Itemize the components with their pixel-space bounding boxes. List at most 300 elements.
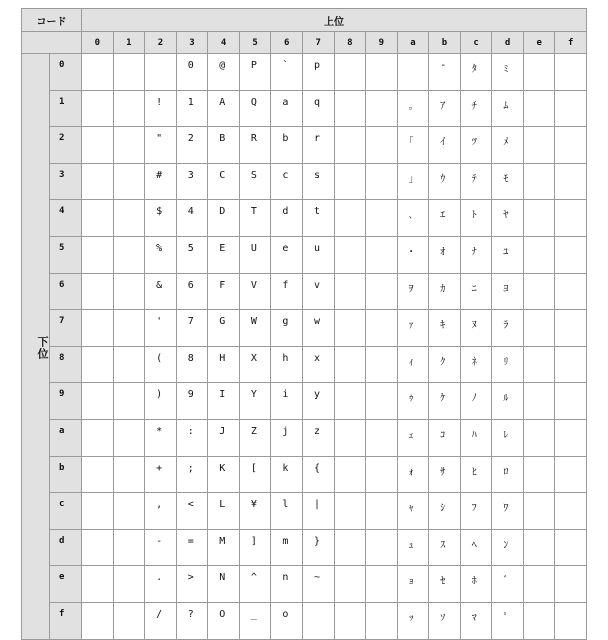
code-cell: - <box>429 54 461 91</box>
code-cell <box>334 493 366 530</box>
code-cell: u <box>302 236 334 273</box>
column-header-row <box>22 32 587 54</box>
code-cell: " <box>145 127 177 164</box>
code-cell: ｿ <box>429 602 461 639</box>
code-cell <box>366 602 398 639</box>
code-cell: ~ <box>302 566 334 603</box>
code-cell <box>82 602 114 639</box>
column-header: f <box>555 32 587 54</box>
column-header: 4 <box>208 32 240 54</box>
row-header: e <box>50 566 82 603</box>
code-cell: 2 <box>176 127 208 164</box>
code-cell: x <box>302 346 334 383</box>
code-cell: ｩ <box>397 383 429 420</box>
column-header: e <box>523 32 555 54</box>
upper-digit-header: 上位 <box>82 9 587 32</box>
code-cell <box>523 419 555 456</box>
code-cell <box>523 529 555 566</box>
row-header: 3 <box>50 163 82 200</box>
code-cell: V <box>239 273 271 310</box>
table-row <box>22 493 587 530</box>
code-cell <box>113 456 145 493</box>
code-cell <box>366 200 398 237</box>
code-cell: ﾔ <box>492 200 524 237</box>
table-row <box>22 54 587 91</box>
code-cell: ｳ <box>429 163 461 200</box>
code-cell: ｺ <box>429 419 461 456</box>
code-cell <box>523 456 555 493</box>
code-cell <box>82 90 114 127</box>
code-cell <box>366 346 398 383</box>
row-header: 9 <box>50 383 82 420</box>
table-row <box>22 456 587 493</box>
code-cell <box>334 529 366 566</box>
code-cell <box>555 383 587 420</box>
code-cell: z <box>302 419 334 456</box>
code-cell: S <box>239 163 271 200</box>
code-cell: Y <box>239 383 271 420</box>
code-cell <box>523 90 555 127</box>
code-cell: Z <box>239 419 271 456</box>
table-row <box>22 566 587 603</box>
code-cell: : <box>176 419 208 456</box>
code-cell <box>555 602 587 639</box>
row-header: 4 <box>50 200 82 237</box>
code-cell: + <box>145 456 177 493</box>
code-cell: N <box>208 566 240 603</box>
code-cell <box>82 200 114 237</box>
code-cell: ﾉ <box>460 383 492 420</box>
code-cell <box>366 566 398 603</box>
code-cell: - <box>145 529 177 566</box>
code-cell: @ <box>208 54 240 91</box>
code-cell: ﾝ <box>492 529 524 566</box>
code-cell <box>523 163 555 200</box>
column-header: 1 <box>113 32 145 54</box>
code-cell: ﾛ <box>492 456 524 493</box>
table-row <box>22 383 587 420</box>
code-corner-header: コード <box>22 9 82 32</box>
code-cell <box>555 236 587 273</box>
code-cell <box>82 54 114 91</box>
code-cell: ｧ <box>397 310 429 347</box>
code-cell <box>555 529 587 566</box>
column-header: d <box>492 32 524 54</box>
code-cell: # <box>145 163 177 200</box>
code-cell <box>334 419 366 456</box>
code-cell: f <box>271 273 303 310</box>
code-cell: ﾒ <box>492 127 524 164</box>
code-cell: h <box>271 346 303 383</box>
row-header: 2 <box>50 127 82 164</box>
code-cell: ｭ <box>397 529 429 566</box>
row-header: a <box>50 419 82 456</box>
code-cell <box>523 200 555 237</box>
row-header: 8 <box>50 346 82 383</box>
code-cell: ﾊ <box>460 419 492 456</box>
code-cell <box>113 602 145 639</box>
row-header: 6 <box>50 273 82 310</box>
code-cell <box>555 90 587 127</box>
code-cell: T <box>239 200 271 237</box>
code-cell: ｨ <box>397 346 429 383</box>
code-cell: ﾑ <box>492 90 524 127</box>
table-row <box>22 273 587 310</box>
code-cell: q <box>302 90 334 127</box>
code-cell: ﾁ <box>460 90 492 127</box>
code-cell: s <box>302 163 334 200</box>
code-cell: ｽ <box>429 529 461 566</box>
code-cell <box>366 493 398 530</box>
code-cell <box>113 529 145 566</box>
code-cell: | <box>302 493 334 530</box>
code-cell <box>82 383 114 420</box>
code-cell: y <box>302 383 334 420</box>
code-cell: ｪ <box>397 419 429 456</box>
table-row <box>22 310 587 347</box>
code-cell: ﾀ <box>460 54 492 91</box>
code-cell: w <box>302 310 334 347</box>
code-cell <box>82 566 114 603</box>
code-cell: $ <box>145 200 177 237</box>
code-cell <box>366 456 398 493</box>
code-cell: ﾂ <box>460 127 492 164</box>
code-cell: ｡ <box>397 90 429 127</box>
code-cell <box>113 200 145 237</box>
code-cell <box>555 566 587 603</box>
code-cell: 6 <box>176 273 208 310</box>
code-cell: K <box>208 456 240 493</box>
column-header: 0 <box>82 32 114 54</box>
code-cell: F <box>208 273 240 310</box>
code-cell <box>334 566 366 603</box>
code-cell: ｫ <box>397 456 429 493</box>
code-cell <box>555 456 587 493</box>
code-cell: ｼ <box>429 493 461 530</box>
code-cell <box>523 346 555 383</box>
code-cell: ? <box>176 602 208 639</box>
code-cell <box>113 127 145 164</box>
code-cell <box>366 236 398 273</box>
code-cell: g <box>271 310 303 347</box>
code-cell: 0 <box>176 54 208 91</box>
code-cell: C <box>208 163 240 200</box>
code-cell: B <box>208 127 240 164</box>
code-cell <box>523 127 555 164</box>
table-body <box>22 54 587 640</box>
code-cell: 3 <box>176 163 208 200</box>
code-cell <box>555 54 587 91</box>
table-row <box>22 90 587 127</box>
code-cell: i <box>271 383 303 420</box>
code-cell: O <box>208 602 240 639</box>
code-cell <box>555 273 587 310</box>
code-cell: ｻ <box>429 456 461 493</box>
column-header: 2 <box>145 32 177 54</box>
row-header: 7 <box>50 310 82 347</box>
code-cell <box>82 236 114 273</box>
code-cell: ﾗ <box>492 310 524 347</box>
code-cell: { <box>302 456 334 493</box>
code-cell <box>523 383 555 420</box>
table-row <box>22 200 587 237</box>
code-cell <box>113 310 145 347</box>
code-cell: ｬ <box>397 493 429 530</box>
code-cell: 9 <box>176 383 208 420</box>
code-cell: * <box>145 419 177 456</box>
column-header: 3 <box>176 32 208 54</box>
code-cell <box>366 383 398 420</box>
code-cell <box>334 310 366 347</box>
code-cell: ﾞ <box>492 566 524 603</box>
code-cell: ﾙ <box>492 383 524 420</box>
code-cell: m <box>271 529 303 566</box>
code-cell: a <box>271 90 303 127</box>
code-cell: ﾟ <box>492 602 524 639</box>
empty-header-cell <box>22 32 82 54</box>
code-cell <box>555 419 587 456</box>
code-cell: L <box>208 493 240 530</box>
code-cell: _ <box>239 602 271 639</box>
code-cell <box>523 236 555 273</box>
code-cell: . <box>145 566 177 603</box>
code-cell: r <box>302 127 334 164</box>
row-header: b <box>50 456 82 493</box>
code-cell: ! <box>145 90 177 127</box>
code-cell <box>366 163 398 200</box>
code-cell: ｶ <box>429 273 461 310</box>
code-cell: J <box>208 419 240 456</box>
table-row <box>22 529 587 566</box>
code-cell: ､ <box>397 200 429 237</box>
code-cell: ﾈ <box>460 346 492 383</box>
code-cell: W <box>239 310 271 347</box>
code-cell: M <box>208 529 240 566</box>
code-cell: e <box>271 236 303 273</box>
code-cell <box>555 163 587 200</box>
code-cell: % <box>145 236 177 273</box>
code-cell: ' <box>145 310 177 347</box>
code-cell: p <box>302 54 334 91</box>
code-cell: o <box>271 602 303 639</box>
code-cell: ｣ <box>397 163 429 200</box>
code-cell <box>113 273 145 310</box>
code-cell: ) <box>145 383 177 420</box>
column-header: c <box>460 32 492 54</box>
code-cell: A <box>208 90 240 127</box>
code-cell: ; <box>176 456 208 493</box>
code-cell: ｾ <box>429 566 461 603</box>
code-cell <box>334 273 366 310</box>
code-cell <box>334 346 366 383</box>
character-code-table <box>21 8 587 640</box>
row-header: 5 <box>50 236 82 273</box>
code-cell: Q <box>239 90 271 127</box>
code-cell <box>82 456 114 493</box>
code-cell <box>82 346 114 383</box>
code-cell <box>334 127 366 164</box>
code-cell: ﾌ <box>460 493 492 530</box>
code-cell <box>113 493 145 530</box>
code-cell <box>82 273 114 310</box>
code-cell <box>334 383 366 420</box>
code-cell <box>555 493 587 530</box>
code-cell: X <box>239 346 271 383</box>
code-cell <box>366 310 398 347</box>
code-cell: ｯ <box>397 602 429 639</box>
code-cell: j <box>271 419 303 456</box>
code-cell: l <box>271 493 303 530</box>
code-cell <box>334 456 366 493</box>
code-cell: ﾐ <box>492 54 524 91</box>
code-cell: 1 <box>176 90 208 127</box>
code-cell: ﾘ <box>492 346 524 383</box>
lower-digit-header: 下位 <box>22 54 50 640</box>
column-header: 8 <box>334 32 366 54</box>
code-cell: ﾕ <box>492 236 524 273</box>
code-cell <box>334 200 366 237</box>
code-cell: = <box>176 529 208 566</box>
column-header: a <box>397 32 429 54</box>
code-cell: ﾚ <box>492 419 524 456</box>
code-cell <box>113 90 145 127</box>
row-header: d <box>50 529 82 566</box>
row-header: f <box>50 602 82 639</box>
code-cell: ｸ <box>429 346 461 383</box>
code-cell: c <box>271 163 303 200</box>
code-cell: ｱ <box>429 90 461 127</box>
code-cell <box>113 346 145 383</box>
table-row <box>22 419 587 456</box>
code-cell <box>555 200 587 237</box>
table-row <box>22 346 587 383</box>
code-cell <box>334 602 366 639</box>
code-cell <box>113 566 145 603</box>
code-cell <box>366 529 398 566</box>
code-cell: v <box>302 273 334 310</box>
code-cell: ﾅ <box>460 236 492 273</box>
code-cell <box>82 163 114 200</box>
code-cell: n <box>271 566 303 603</box>
code-cell: 8 <box>176 346 208 383</box>
column-header: 7 <box>302 32 334 54</box>
code-cell: ¥ <box>239 493 271 530</box>
code-cell: } <box>302 529 334 566</box>
code-cell <box>113 54 145 91</box>
code-cell: ] <box>239 529 271 566</box>
code-cell: [ <box>239 456 271 493</box>
code-cell <box>145 54 177 91</box>
code-cell: ` <box>271 54 303 91</box>
code-cell: < <box>176 493 208 530</box>
code-cell: ｢ <box>397 127 429 164</box>
code-cell <box>302 602 334 639</box>
code-cell <box>523 310 555 347</box>
code-cell: D <box>208 200 240 237</box>
code-cell: ﾜ <box>492 493 524 530</box>
code-cell <box>523 273 555 310</box>
code-cell: ﾃ <box>460 163 492 200</box>
code-cell: ( <box>145 346 177 383</box>
column-header: b <box>429 32 461 54</box>
table-row <box>22 127 587 164</box>
code-cell: P <box>239 54 271 91</box>
code-cell: H <box>208 346 240 383</box>
table-row <box>22 163 587 200</box>
code-cell <box>555 310 587 347</box>
code-cell: ｷ <box>429 310 461 347</box>
code-cell: ﾆ <box>460 273 492 310</box>
code-cell: / <box>145 602 177 639</box>
code-cell <box>82 529 114 566</box>
code-cell: > <box>176 566 208 603</box>
code-cell: , <box>145 493 177 530</box>
code-cell <box>82 127 114 164</box>
code-cell <box>113 236 145 273</box>
column-header: 6 <box>271 32 303 54</box>
code-cell: ﾋ <box>460 456 492 493</box>
code-cell: ﾓ <box>492 163 524 200</box>
code-cell <box>82 310 114 347</box>
table-row <box>22 236 587 273</box>
code-cell: k <box>271 456 303 493</box>
code-cell <box>82 493 114 530</box>
code-cell <box>366 127 398 164</box>
code-cell <box>334 90 366 127</box>
code-cell <box>82 419 114 456</box>
code-cell <box>523 54 555 91</box>
code-cell: ｹ <box>429 383 461 420</box>
code-cell <box>397 54 429 91</box>
code-cell: 4 <box>176 200 208 237</box>
code-cell: U <box>239 236 271 273</box>
code-cell <box>334 163 366 200</box>
code-cell: E <box>208 236 240 273</box>
code-cell: I <box>208 383 240 420</box>
code-cell: ｮ <box>397 566 429 603</box>
code-cell <box>113 383 145 420</box>
code-cell <box>366 90 398 127</box>
row-header: 0 <box>50 54 82 91</box>
code-cell: G <box>208 310 240 347</box>
code-cell: ﾍ <box>460 529 492 566</box>
column-header: 9 <box>366 32 398 54</box>
code-cell: ｲ <box>429 127 461 164</box>
code-cell <box>334 236 366 273</box>
code-cell: 5 <box>176 236 208 273</box>
code-cell: ﾄ <box>460 200 492 237</box>
code-cell <box>334 54 366 91</box>
code-cell <box>113 419 145 456</box>
code-cell: ^ <box>239 566 271 603</box>
code-cell: R <box>239 127 271 164</box>
code-cell: ｵ <box>429 236 461 273</box>
code-cell <box>555 346 587 383</box>
row-header: c <box>50 493 82 530</box>
code-cell: d <box>271 200 303 237</box>
code-cell: 7 <box>176 310 208 347</box>
code-cell <box>366 419 398 456</box>
code-cell: t <box>302 200 334 237</box>
code-cell <box>366 273 398 310</box>
code-cell: ﾏ <box>460 602 492 639</box>
code-cell: ﾖ <box>492 273 524 310</box>
row-header: 1 <box>50 90 82 127</box>
code-cell <box>523 493 555 530</box>
code-cell <box>555 127 587 164</box>
code-cell: b <box>271 127 303 164</box>
column-header: 5 <box>239 32 271 54</box>
